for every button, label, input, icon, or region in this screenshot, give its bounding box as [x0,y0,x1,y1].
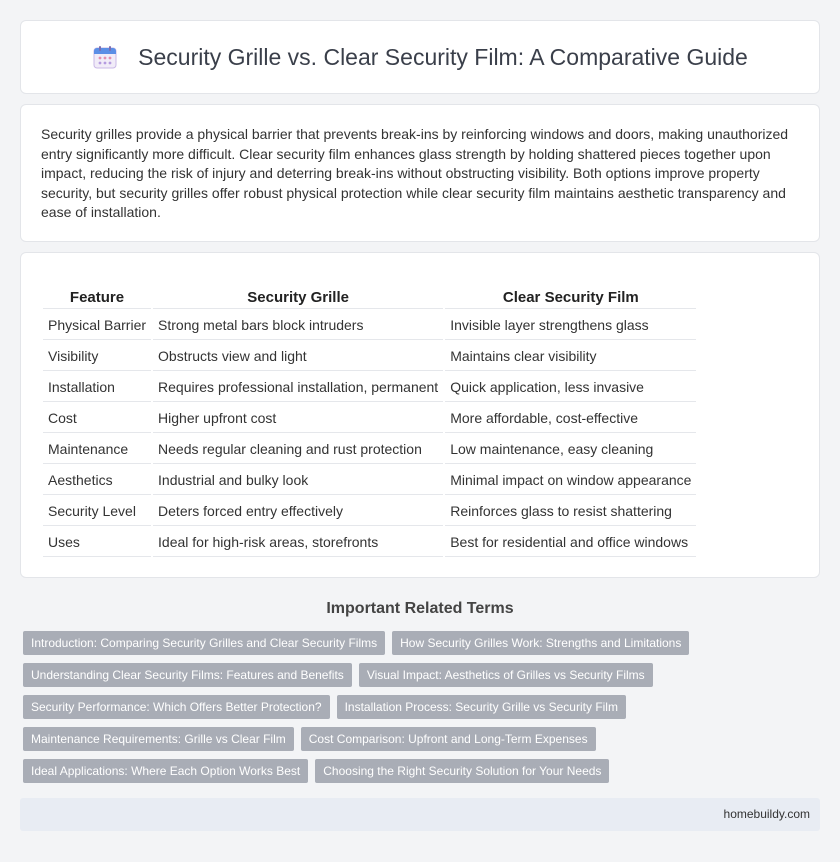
table-cell: Industrial and bulky look [153,466,443,495]
table-row [43,404,696,433]
footer [20,798,820,831]
table-cell: More affordable, cost-effective [445,404,696,433]
column-header-security-grille: Security Grille [153,283,443,309]
related-term-tag[interactable]: Installation Process: Security Grille vs Security Film [337,695,626,719]
table-cell: Best for residential and office windows [445,528,696,557]
table-cell: Minimal impact on window appearance [445,466,696,495]
table-cell: Deters forced entry effectively [153,497,443,526]
related-term-tag[interactable]: Security Performance: Which Offers Better Protection? [23,695,330,719]
related-terms-title: Important Related Terms [326,600,514,617]
column-header-feature: Feature [43,283,151,309]
calendar-icon [92,44,118,70]
table-cell: Cost [43,404,151,433]
table-cell: Visibility [43,342,151,371]
related-term-tag[interactable]: Ideal Applications: Where Each Option Works Best [23,759,308,783]
table-cell: Invisible layer strengthens glass [445,311,696,340]
table-cell: Installation [43,373,151,402]
table-cell: Maintenance [43,435,151,464]
related-term-tag[interactable]: Cost Comparison: Upfront and Long-Term Expenses [301,727,596,751]
comparison-table [41,281,698,559]
table-row [43,435,696,464]
table-cell: Uses [43,528,151,557]
intro-paragraph: Security grilles provide a physical barrier that prevents break-ins by reinforcing windows and doors, making unauthorized entry significantly more difficult. Clear security film enhances glass strength by holding shattered pieces together upon impact, reducing the risk of injury and deterring break-ins without obstructing visibility. Both options improve property security, but security grilles offer robust physical protection while clear security film maintains aesthetic transparency and ease of installation. [41,126,789,221]
table-cell: Quick application, less invasive [445,373,696,402]
table-cell: Security Level [43,497,151,526]
table-cell: Needs regular cleaning and rust protection [153,435,443,464]
intro-card [20,104,820,242]
table-cell: Maintains clear visibility [445,342,696,371]
table-cell: Low maintenance, easy cleaning [445,435,696,464]
related-term-tag[interactable]: How Security Grilles Work: Strengths and Limitations [392,631,689,655]
table-row [43,373,696,402]
table-row [43,466,696,495]
table-cell: Aesthetics [43,466,151,495]
table-cell: Higher upfront cost [153,404,443,433]
table-cell: Physical Barrier [43,311,151,340]
column-header-clear-security-film: Clear Security Film [445,283,696,309]
table-header-row [43,283,696,309]
table-cell: Strong metal bars block intruders [153,311,443,340]
related-term-tag[interactable]: Understanding Clear Security Films: Features and Benefits [23,663,352,687]
table-cell: Reinforces glass to resist shattering [445,497,696,526]
comparison-table-card [20,252,820,578]
title-card [20,20,820,94]
table-cell: Obstructs view and light [153,342,443,371]
page-title: Security Grille vs. Clear Security Film: A Comparative Guide [138,43,748,70]
table-row [43,497,696,526]
table-cell: Ideal for high-risk areas, storefronts [153,528,443,557]
related-terms-list [23,631,823,791]
table-row [43,311,696,340]
related-term-tag[interactable]: Visual Impact: Aesthetics of Grilles vs Security Films [359,663,653,687]
related-term-tag[interactable]: Introduction: Comparing Security Grilles and Clear Security Films [23,631,385,655]
related-term-tag[interactable]: Choosing the Right Security Solution for Your Needs [315,759,609,783]
footer-site-link[interactable]: homebuildy.com [723,807,810,821]
table-row [43,342,696,371]
table-row [43,528,696,557]
related-term-tag[interactable]: Maintenance Requirements: Grille vs Clear Film [23,727,294,751]
table-cell: Requires professional installation, permanent [153,373,443,402]
